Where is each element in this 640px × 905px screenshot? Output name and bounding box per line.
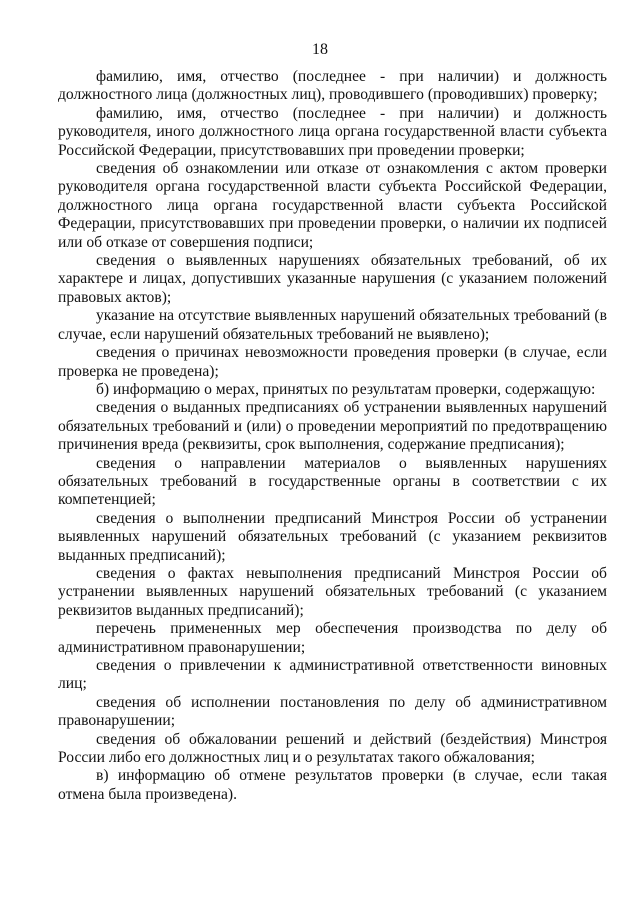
paragraph-13: сведения о привлечении к административной ответственности виновных лиц; <box>58 657 607 693</box>
paragraph-12: перечень примененных мер обеспечения производства по делу об административном правонарушении; <box>58 620 607 656</box>
paragraph-1: фамилию, имя, отчество (последнее - при наличии) и должность должностного лица (должностных лиц), проводившего (проводивших) проверку; <box>58 68 607 104</box>
paragraph-6: сведения о причинах невозможности проведения проверки (в случае, если проверка не проведена); <box>58 344 607 380</box>
paragraph-4: сведения о выявленных нарушениях обязательных требований, об их характере и лицах, допустивших указанные нарушения (с указанием положений правовых актов); <box>58 252 607 306</box>
page-number: 18 <box>312 41 328 58</box>
paragraph-8: сведения о выданных предписаниях об устранении выявленных нарушений обязательных требований и (или) о проведении мероприятий по предотвращению причинения вреда (реквизиты, срок выполнения, содержание предписания); <box>58 399 607 454</box>
paragraph-11: сведения о фактах невыполнения предписаний Минстроя России об устранении выявленных нарушений обязательных требований (с указанием реквизитов выданных предписаний); <box>58 564 607 619</box>
paragraph-3: сведения об ознакомлении или отказе от ознакомления с актом проверки руководителя органа государственной власти субъекта Российской Федерации, должностного лица органа государственной власти субъекта Российской Федерации, присутствовавших при проведении проверки, о наличии их подписей или об отказе от совершения подписи; <box>58 160 607 251</box>
paragraph-16: в) информацию об отмене результатов проверки (в случае, если такая отмена была произведена). <box>58 767 607 803</box>
paragraph-7: б) информацию о мерах, принятых по результатам проверки, содержащую: <box>96 380 596 398</box>
paragraph-10: сведения о выполнении предписаний Минстроя России об устранении выявленных нарушений обязательных требований (с указанием реквизитов выданных предписаний); <box>58 509 607 564</box>
paragraph-2: фамилию, имя, отчество (последнее - при наличии) и должность руководителя, иного должностного лица органа государственной власти субъекта Российской Федерации, присутствовавших при проведении проверки; <box>58 104 607 159</box>
paragraph-14: сведения об исполнении постановления по делу об административном правонарушении; <box>58 693 607 730</box>
document-body <box>58 68 607 804</box>
paragraph-9: сведения о направлении материалов о выявленных нарушениях обязательных требований в государственные органы в соответствии с их компетенцией; <box>58 454 607 509</box>
paragraph-5: указание на отсутствие выявленных нарушений обязательных требований (в случае, если нарушений обязательных требований не выявлено); <box>58 307 607 343</box>
paragraph-15: сведения об обжаловании решений и действий (бездействия) Минстроя России либо его должностных лиц и о результатах такого обжалования; <box>58 730 607 767</box>
